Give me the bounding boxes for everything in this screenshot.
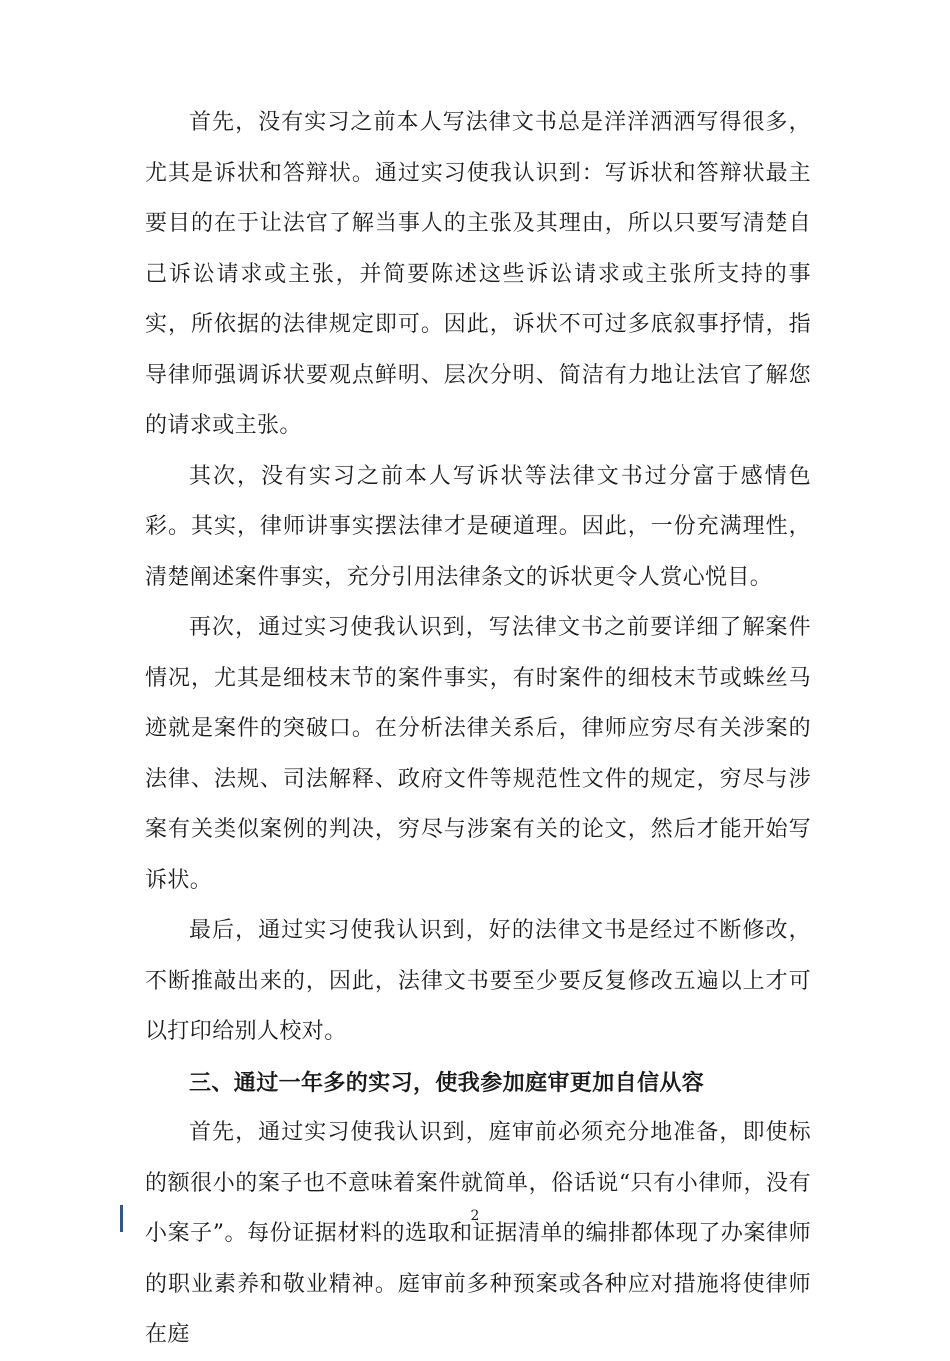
paragraph-first: 首先，没有实习之前本人写法律文书总是洋洋洒洒写得很多，尤其是诉状和答辩状。通过实习使我认识到：写诉状和答辩状最主要目的在于让法官了解当事人的主张及其理由，所以只要写清楚自己诉讼请求或主张，并简要陈述这些诉讼请求或主张所支持的事实，所依据的法律规定即可。因此，诉状不可过多底叙事抒情，指导律师强调诉状要观点鲜明、层次分明、简洁有力地让法官了解您的请求或主张。 [145,110,811,438]
paragraph-second: 其次，没有实习之前本人写诉状等法律文书过分富于感情色彩。其实，律师讲事实摆法律才是硬道理。因此，一份充满理性，清楚阐述案件事实，充分引用法律条文的诉状更令人赏心悦目。 [145,463,811,590]
section-paragraph: 首先，通过实习使我认识到，庭审前必须充分地准备，即使标的额很小的案子也不意味着案件就简单，俗话说“只有小律师，没有小案子”。每份证据材料的选取和证据清单的编排都体现了办案律师的职业素养和敬业精神。庭审前多种预案或各种应对措施将使律师在庭 [145,1120,811,1347]
section-heading: 三、通过一年多的实习，使我参加庭审更加自信从容 [189,1069,705,1096]
document-body [145,98,811,1361]
paragraph-third: 再次，通过实习使我认识到，写法律文书之前要详细了解案件情况，尤其是细枝末节的案件事实，有时案件的细枝末节或蛛丝马迹就是案件的突破口。在分析法律关系后，律师应穷尽有关涉案的法律、法规、司法解释、政府文件等规范性文件的规定，穷尽与涉案有关类似案例的判决，穷尽与涉案有关的论文，然后才能开始写诉状。 [145,615,811,893]
paragraph-fourth: 最后，通过实习使我认识到，好的法律文书是经过不断修改，不断推敲出来的，因此，法律文书要至少要反复修改五遍以上才可以打印给别人校对。 [145,918,811,1044]
page-number: 2 [470,1208,480,1224]
